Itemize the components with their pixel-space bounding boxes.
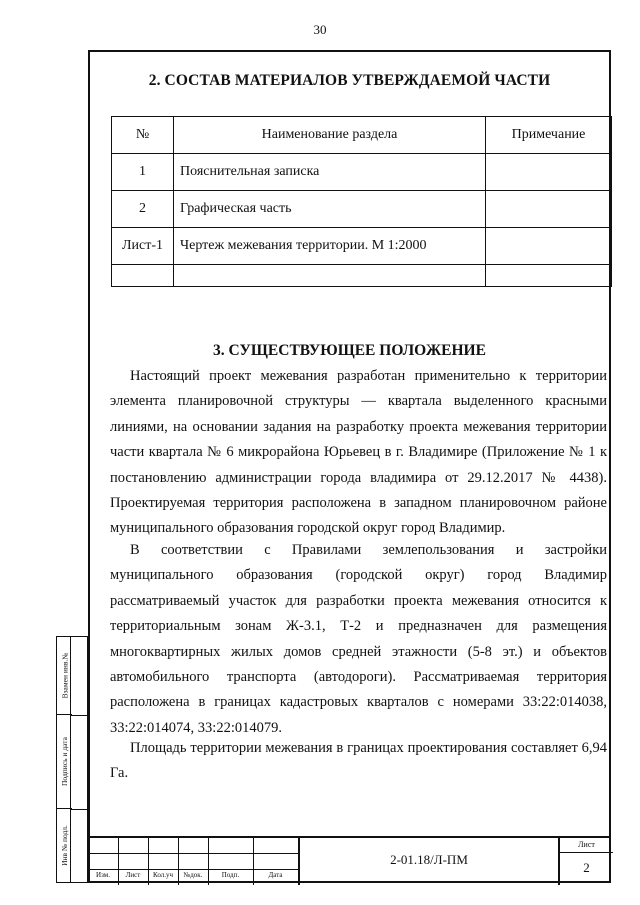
stamp-col-label: Лист [125,871,141,879]
document-code: 2-01.18/Л-ПМ [390,852,468,867]
table-row [112,191,612,228]
stamp-col-label: Дата [268,871,283,879]
table-cell [486,228,612,265]
table-header-cell: Наименование раздела [174,117,486,154]
paragraph: В соответствии с Правилами землепользования и застройки муниципального образования (городской округ) город Владимир рассматриваемый участок для разработки проекта межевания относится к территориальным зонам Ж-3.1, Т-2 и предназначен для размещения многоквартирных жилых домов средней этажности (5-8 эт.) и объектов автомобильного транспорта (автодороги). Рассматриваемая территория расположена в границах кадастровых кварталов с номерами 33:22:014038, 33:22:014074, 33:22:014079. [110,542,607,736]
table-cell [486,154,612,191]
table-cell [112,265,174,287]
table-cell: 1 [112,154,174,191]
table-header-row [112,117,612,154]
table-row [112,154,612,191]
table-header-cell: Примечание [486,117,612,154]
title-block [88,836,611,885]
materials-table [111,116,612,287]
stamp-col-label: Изм. [96,871,110,879]
binding-strip-blank [71,636,88,883]
side-label-vzam: Взамен инв.№ [57,637,72,715]
page-number: 30 [313,22,327,37]
table-cell: 2 [112,191,174,228]
section-2-title: 2. СОСТАВ МАТЕРИАЛОВ УТВЕРЖДАЕМОЙ ЧАСТИ [148,72,551,89]
sheet-label: Лист [578,840,595,849]
side-label-podpis: Подпись и дата [57,715,72,809]
table-cell: Чертеж межевания территории. М 1:2000 [174,228,486,265]
table-cell [174,265,486,287]
stamp-grid [88,838,298,885]
sheet-box [558,838,613,885]
section-3-title: 3. СУЩЕСТВУЮЩЕЕ ПОЛОЖЕНИЕ [213,342,486,359]
table-row [112,265,612,287]
table-cell [486,265,612,287]
table-cell [486,191,612,228]
sheet-number: 2 [583,860,590,875]
table-row [112,228,612,265]
table-cell: Графическая часть [174,191,486,228]
table-cell: Пояснительная записка [174,154,486,191]
paragraph: Настоящий проект межевания разработан применительно к территории элемента планировочной структуры — квартала выделенного красными линиями, на основании задания на разработку проекта межевания территории части квартала № 6 микрорайона Юрьевец в г. Владимире (Приложение № 1 к постановлению администрации города владимира от 29.12.2017 № 4438). Проектируемая территория расположена в западном планировочном районе муниципального образования городской округ город Владимир. [110,368,607,537]
binding-strip [56,636,71,883]
table-cell: Лист-1 [112,228,174,265]
stamp-col-label: №док. [183,871,203,879]
stamp-col-label: Кол.уч [153,871,173,879]
paragraph: Площадь территории межевания в границах проектирования составляет 6,94 Га. [110,740,607,782]
side-label-inv: Инв № подл. [60,825,70,866]
stamp-col-label: Подп. [221,871,240,879]
table-header-cell: № [112,117,174,154]
